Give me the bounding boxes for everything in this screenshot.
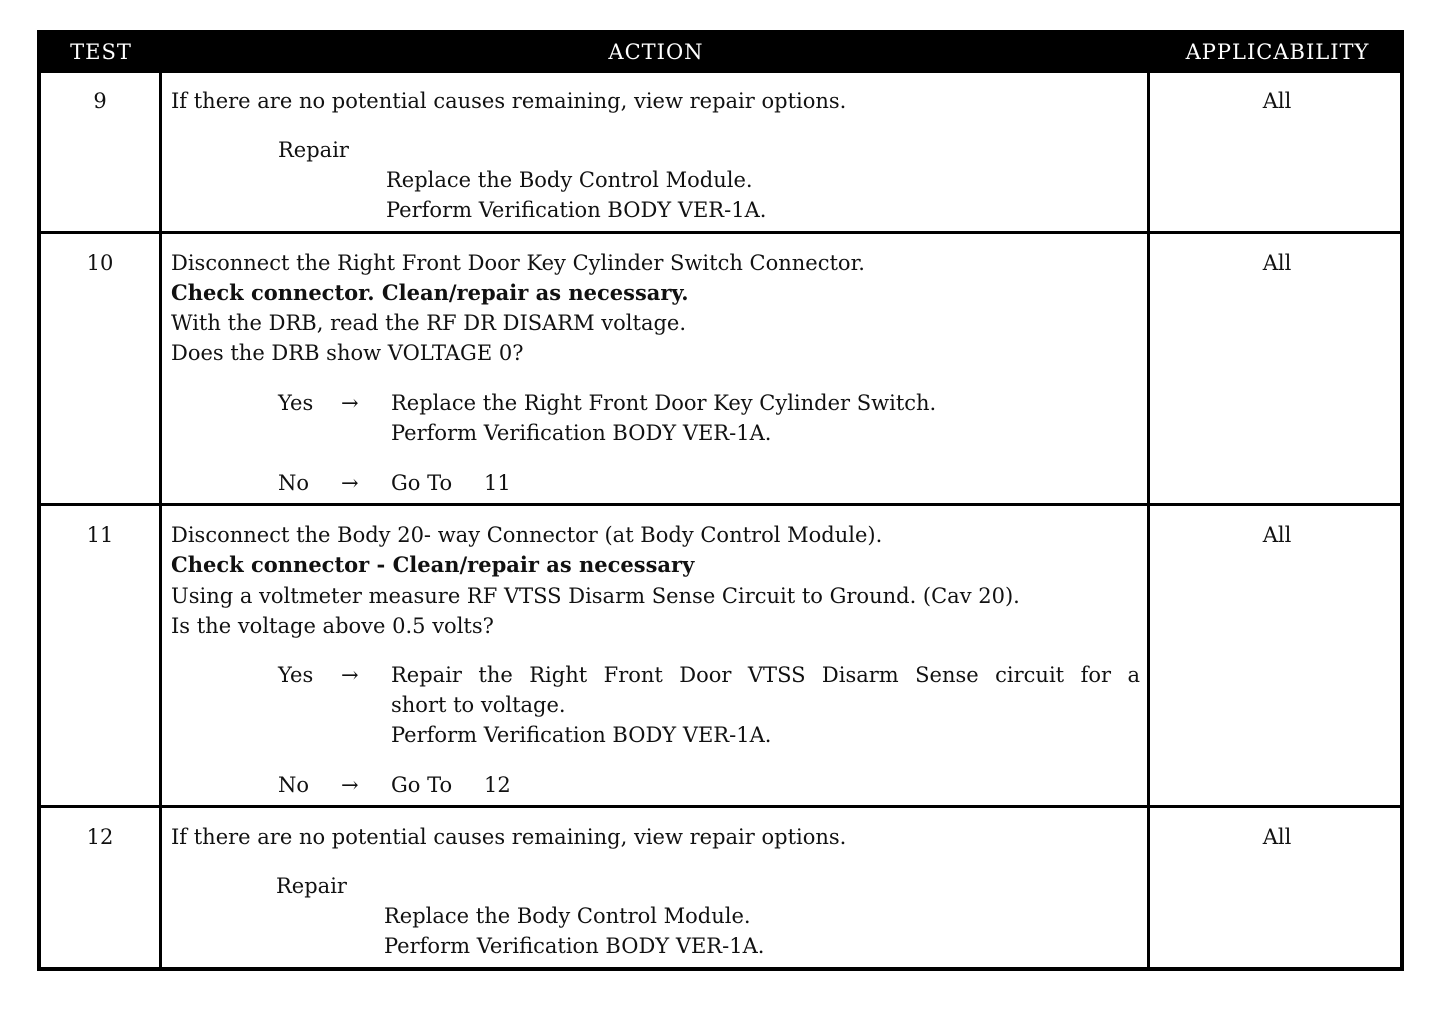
no-label: No xyxy=(278,773,310,797)
row-divider xyxy=(41,231,1400,234)
row-divider xyxy=(41,805,1400,808)
repair-step: Replace the Body Control Module. xyxy=(384,904,751,928)
header-applicability: APPLICABILITY xyxy=(1185,40,1370,64)
applicability-value: All xyxy=(1262,89,1292,113)
yes-step: Perform Verification BODY VER-1A. xyxy=(391,723,772,747)
applicability-value: All xyxy=(1262,825,1292,849)
table-header xyxy=(41,34,1400,73)
action-line: Is the voltage above 0.5 volts? xyxy=(171,614,494,638)
action-line: If there are no potential causes remaining, view repair options. xyxy=(171,825,847,849)
arrow-icon: → xyxy=(341,391,359,415)
repair-step: Replace the Body Control Module. xyxy=(386,168,753,192)
action-line-bold: Check connector - Clean/repair as necessary xyxy=(171,552,695,577)
yes-label: Yes xyxy=(278,391,314,415)
yes-step: short to voltage. xyxy=(391,693,566,717)
column-divider xyxy=(1147,34,1150,967)
arrow-icon: → xyxy=(341,471,359,495)
header-test: TEST xyxy=(70,40,132,64)
no-label: No xyxy=(278,471,310,495)
column-divider xyxy=(159,34,162,967)
test-number: 9 xyxy=(93,89,107,113)
repair-step: Perform Verification BODY VER-1A. xyxy=(386,198,767,222)
action-line: Does the DRB show VOLTAGE 0? xyxy=(171,341,524,365)
test-number: 10 xyxy=(86,251,114,275)
yes-step: Perform Verification BODY VER-1A. xyxy=(391,421,772,445)
action-line: If there are no potential causes remaining, view repair options. xyxy=(171,89,847,113)
test-number: 11 xyxy=(86,523,114,547)
row-divider xyxy=(41,503,1400,506)
action-line: Disconnect the Right Front Door Key Cylinder Switch Connector. xyxy=(171,251,865,275)
action-line: Disconnect the Body 20- way Connector (at Body Control Module). xyxy=(171,523,883,547)
header-action: ACTION xyxy=(608,40,704,64)
go-to-target: 11 xyxy=(484,471,511,495)
arrow-icon: → xyxy=(341,663,359,687)
go-to-target: 12 xyxy=(484,773,511,797)
action-line: Using a voltmeter measure RF VTSS Disarm Sense Circuit to Ground. (Cav 20). xyxy=(171,584,1020,608)
repair-step: Perform Verification BODY VER-1A. xyxy=(384,934,765,958)
diagnostic-table xyxy=(37,30,1404,971)
applicability-value: All xyxy=(1262,523,1292,547)
applicability-value: All xyxy=(1262,251,1292,275)
test-number: 12 xyxy=(86,825,114,849)
repair-label: Repair xyxy=(276,874,347,898)
yes-label: Yes xyxy=(278,663,314,687)
go-to-text: Go To xyxy=(391,471,453,495)
action-line-bold: Check connector. Clean/repair as necessary. xyxy=(171,280,689,305)
action-line: With the DRB, read the RF DR DISARM voltage. xyxy=(171,311,687,335)
go-to-text: Go To xyxy=(391,773,453,797)
yes-step: Replace the Right Front Door Key Cylinder Switch. xyxy=(391,391,937,415)
yes-step: Repair the Right Front Door VTSS Disarm Sense circuit for a xyxy=(391,663,1140,687)
arrow-icon: → xyxy=(341,773,359,797)
repair-label: Repair xyxy=(278,138,349,162)
